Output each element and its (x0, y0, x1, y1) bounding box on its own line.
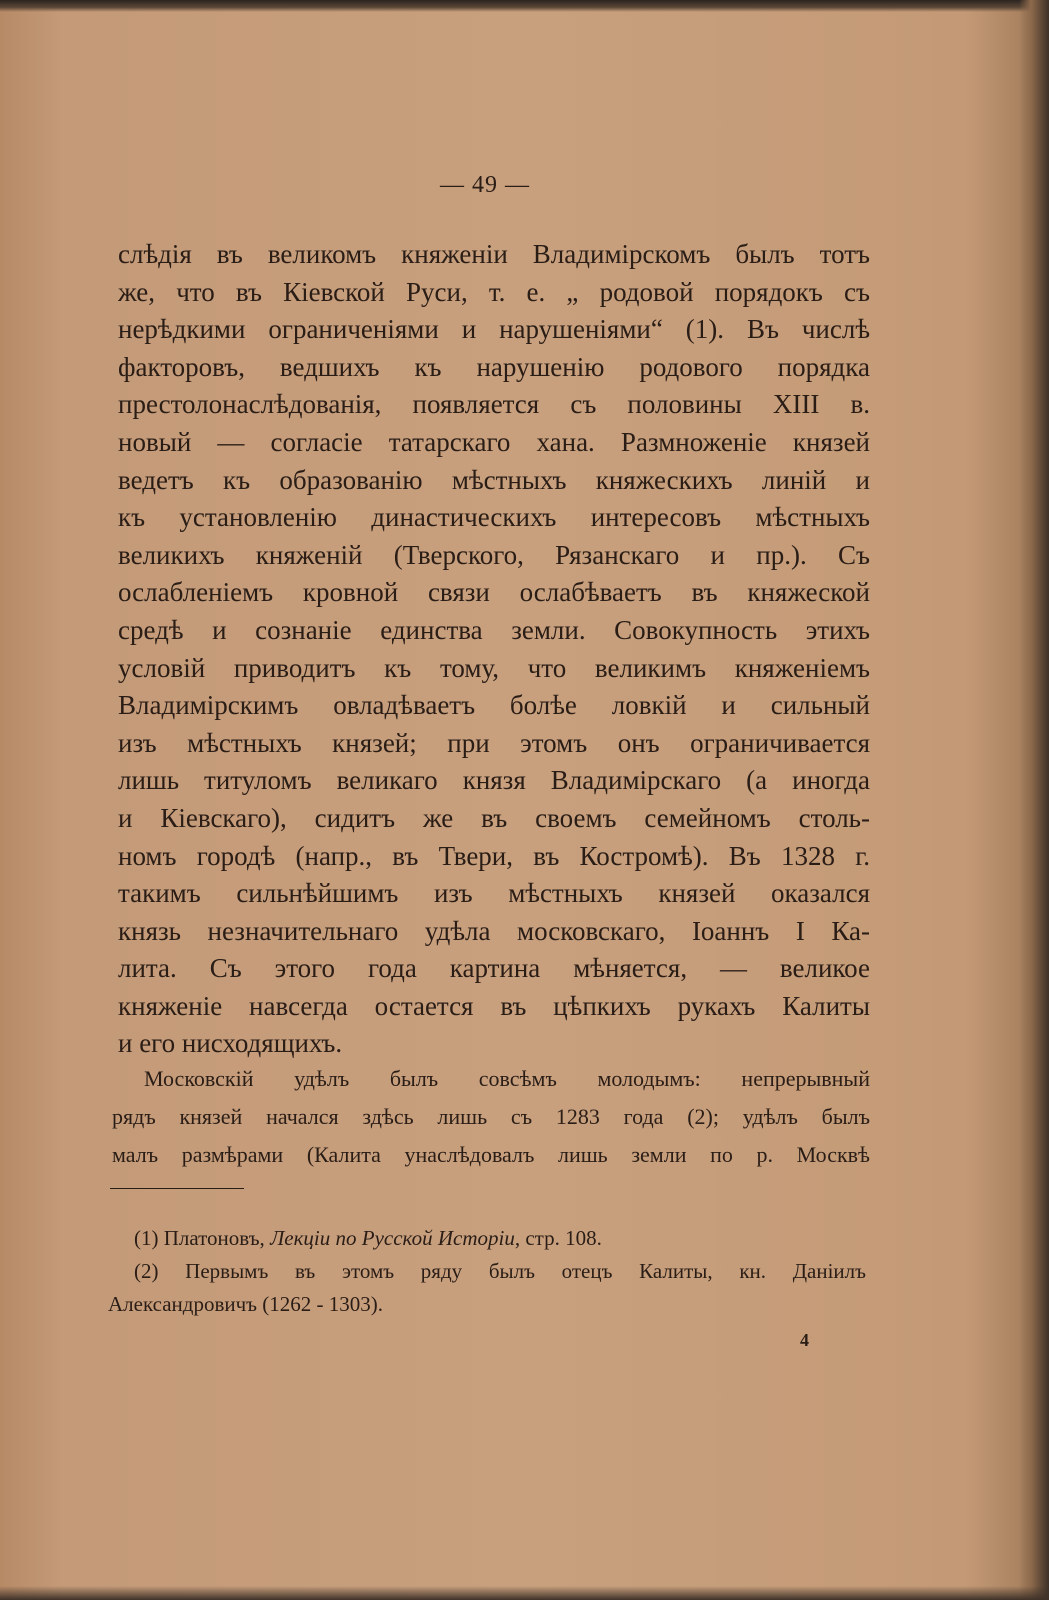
text-line: и его нисходящихъ. (118, 1028, 343, 1059)
text-line: ослабленіемъ кровной связи ослабѣваетъ въ княжеской (118, 577, 870, 608)
text-line: и Кіевскаго), сидитъ же въ своемъ семейномъ столь- (118, 802, 870, 833)
page-number-header: — 49 — (440, 172, 530, 198)
footnotes (108, 1222, 866, 1321)
text-line: Московскій удѣлъ былъ совсѣмъ молодымъ: непрерывный (144, 1066, 870, 1091)
text-line: изъ мѣстныхъ князей; при этомъ онъ ограничивается (118, 727, 870, 758)
text-line: рядъ князей начался здѣсь лишь съ 1283 года (2); удѣлъ былъ (112, 1104, 870, 1129)
text-line: лишь титуломъ великаго князя Владимірскаго (а иногда (118, 765, 870, 796)
text-line: нерѣдкими ограниченіями и нарушеніями“ (1). Въ числѣ (118, 314, 870, 345)
text-line: же, что въ Кіевской Руси, т. е. „ родовой порядокъ съ (118, 276, 870, 307)
text-line: лита. Съ этого года картина мѣняется, — великое (118, 953, 870, 984)
text-line: малъ размѣрами (Калита унаслѣдовалъ лишь земли по р. Москвѣ (112, 1142, 870, 1167)
footnote-2-line-2: Александровичъ (1262 - 1303). (108, 1292, 384, 1316)
text-line: къ установленію династическихъ интересовъ мѣстныхъ (118, 502, 870, 533)
text-line: средѣ и сознаніе единства земли. Совокупность этихъ (118, 614, 870, 645)
text-line: условій приводитъ къ тому, что великимъ княженіемъ (118, 652, 870, 683)
text-line: факторовъ, ведшихъ къ нарушенію родового порядка (118, 351, 870, 382)
text-line: ведетъ къ образованію мѣстныхъ княжескихъ линій и (118, 464, 870, 495)
small-print-paragraph (112, 1060, 870, 1174)
text-line: княженіе навсегда остается въ цѣпкихъ рукахъ Калиты (118, 990, 870, 1021)
book-binding-edge (1019, 0, 1049, 1600)
page-bottom-edge (0, 1586, 1049, 1600)
footnote-1-prefix: (1) Платоновъ, (134, 1226, 271, 1250)
text-line: князь незначительнаго удѣла московскаго, Іоаннъ I Ка- (118, 915, 870, 946)
footnote-separator (110, 1188, 244, 1189)
text-line: номъ городѣ (напр., въ Твери, въ Костромѣ). Въ 1328 г. (118, 840, 870, 871)
text-line: престолонаслѣдованія, появляется съ половины XIII в. (118, 389, 870, 420)
page-top-edge (0, 0, 1049, 12)
footnote-1-title: Лекціи по Русской Исторіи (270, 1226, 515, 1250)
text-line: слѣдія въ великомъ княженіи Владимірскомъ былъ тотъ (118, 239, 870, 269)
text-line: такимъ сильнѣйшимъ изъ мѣстныхъ князей оказался (118, 878, 870, 909)
text-line: Владимірскимъ овладѣваетъ болѣе ловкій и сильный (118, 690, 870, 721)
text-line: новый — согласіе татарскаго хана. Размноженіе князей (118, 426, 870, 457)
footnote-1-suffix: , стр. 108. (514, 1226, 602, 1250)
footnote-1 (108, 1222, 866, 1255)
main-paragraph (118, 236, 870, 1063)
footnote-2-line-1: (2) Первымъ въ этомъ ряду былъ отецъ Калиты, кн. Даніилъ (134, 1259, 866, 1283)
text-line: великихъ княженій (Тверского, Рязанскаго и пр.). Съ (118, 539, 870, 570)
signature-mark: 4 (800, 1330, 809, 1350)
